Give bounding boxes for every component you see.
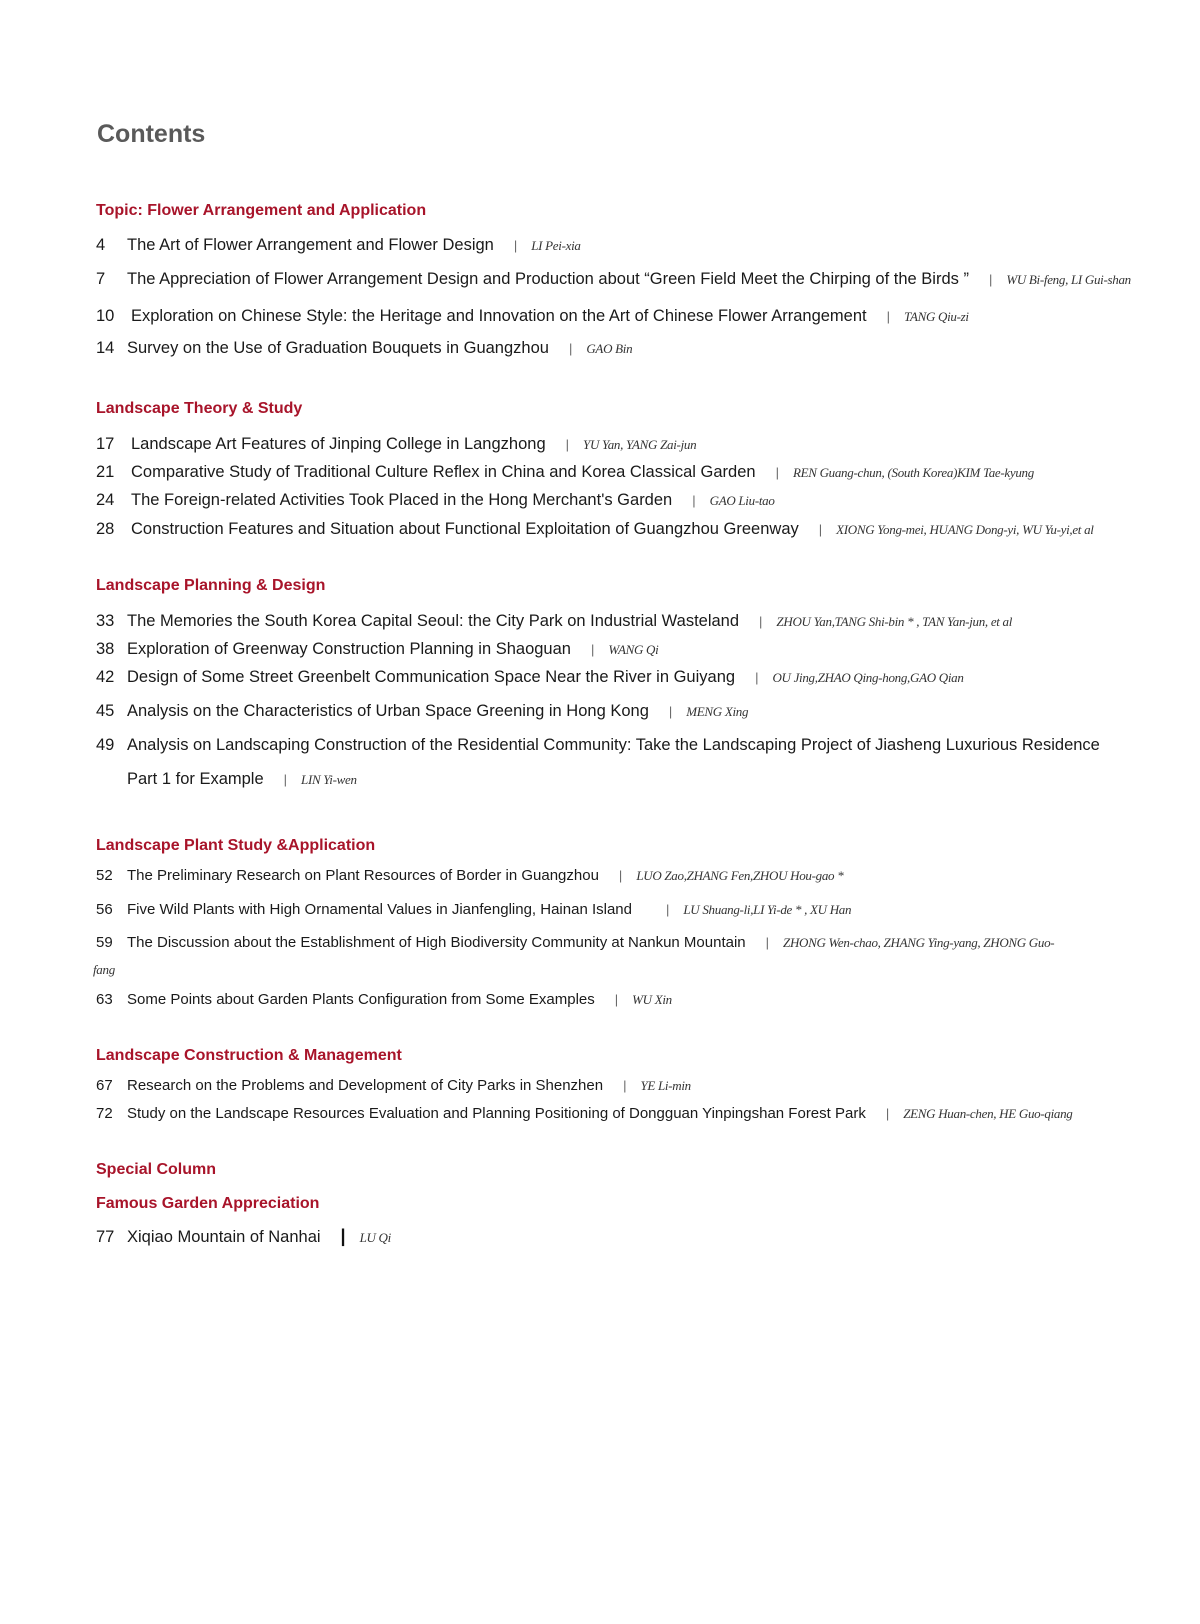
entry-page: 4 xyxy=(96,236,106,254)
entry-title: The Discussion about the Establishment of High Biodiversity Community at Nankun Mountain xyxy=(127,934,746,951)
entry-title: Five Wild Plants with High Ornamental Values in Jianfengling, Hainan Island xyxy=(127,901,632,918)
entry-title: The Art of Flower Arrangement and Flower Design xyxy=(127,236,494,254)
entry-page: 77 xyxy=(96,1228,115,1246)
entry-separator: | xyxy=(590,642,595,657)
entry-page: 42 xyxy=(96,668,115,686)
entry-separator: | xyxy=(886,309,890,324)
entry-title: The Memories the South Korea Capital Seoul: the City Park on Industrial Wasteland xyxy=(127,612,740,630)
entry-page: 21 xyxy=(96,463,115,481)
entry-authors: YU Yan, YANG Zai-jun xyxy=(583,437,697,452)
entry-authors: TANG Qiu-zi xyxy=(904,309,969,324)
entry-title-continued: Part 1 for Example xyxy=(127,770,264,788)
entry-page: 59 xyxy=(96,934,113,951)
entry-authors: OU Jing,ZHAO Qing-hong,GAO Qian xyxy=(772,670,964,685)
entry-page: 67 xyxy=(96,1077,113,1094)
entry-page: 56 xyxy=(96,901,113,918)
toc-entry[interactable] xyxy=(96,519,1094,540)
entry-authors-continued: fang xyxy=(93,962,115,977)
toc-entry[interactable] xyxy=(96,900,851,920)
toc-entry[interactable] xyxy=(96,735,1100,755)
entry-separator: | xyxy=(755,670,759,685)
entry-title: Research on the Problems and Development of City Parks in Shenzhen xyxy=(127,1077,604,1094)
toc-entry[interactable] xyxy=(96,434,696,455)
entry-title: The Appreciation of Flower Arrangement Design and Production about “Green Field Meet the Chirping of the Birds ” xyxy=(127,270,969,288)
entry-title: Xiqiao Mountain of Nanhai xyxy=(127,1228,321,1246)
toc-entry[interactable] xyxy=(96,933,1054,953)
entry-title: Some Points about Garden Plants Configuration from Some Examples xyxy=(127,991,595,1008)
entry-authors: WU Xin xyxy=(632,992,672,1007)
entry-separator: | xyxy=(618,868,623,883)
entry-page: 33 xyxy=(96,612,115,630)
entry-title: Analysis on the Characteristics of Urban Space Greening in Hong Kong xyxy=(127,702,649,720)
toc-entry[interactable] xyxy=(96,1226,391,1248)
entry-authors: LUO Zao,ZHANG Fen,ZHOU Hou-gao * xyxy=(636,868,844,883)
entry-authors: XIONG Yong-mei, HUANG Dong-yi, WU Yu-yi,et al xyxy=(836,522,1094,537)
entry-separator: | xyxy=(340,1226,346,1246)
entry-separator: | xyxy=(668,704,673,719)
toc-entry[interactable] xyxy=(96,306,969,327)
page-title: Contents xyxy=(97,120,206,148)
toc-entry[interactable] xyxy=(96,1104,1072,1124)
entry-page: 38 xyxy=(96,640,115,658)
entry-page: 45 xyxy=(96,702,115,720)
toc-entry-continuation[interactable] xyxy=(127,769,357,790)
toc-entry[interactable] xyxy=(96,490,775,511)
toc-entry[interactable] xyxy=(96,269,1131,290)
entry-authors: GAO Liu-tao xyxy=(709,493,775,508)
entry-page: 72 xyxy=(96,1105,113,1122)
section-heading: Landscape Theory & Study xyxy=(96,400,303,417)
entry-authors: MENG Xing xyxy=(686,704,749,719)
entry-page: 28 xyxy=(96,520,115,538)
entry-page: 17 xyxy=(96,435,115,453)
entry-title: Analysis on Landscaping Construction of the Residential Community: Take the Landscaping Project of Jiasheng Luxurious Residence xyxy=(127,736,1100,754)
entry-authors: LI Pei-xia xyxy=(531,238,581,253)
entry-title: The Preliminary Research on Plant Resources of Border in Guangzhou xyxy=(127,867,599,884)
toc-entry[interactable] xyxy=(96,1076,691,1096)
entry-title: Exploration on Chinese Style: the Heritage and Innovation on the Art of Chinese Flower Arrangement xyxy=(131,307,867,325)
toc-entry[interactable] xyxy=(96,667,964,688)
entry-separator: | xyxy=(692,493,696,508)
toc-entry[interactable] xyxy=(96,701,748,722)
entry-authors: GAO Bin xyxy=(586,341,633,356)
entry-authors: WU Bi-feng, LI Gui-shan xyxy=(1006,272,1131,287)
entry-authors: LU Qi xyxy=(359,1230,391,1245)
entry-separator: | xyxy=(759,614,763,629)
toc-entry[interactable] xyxy=(96,866,843,886)
entry-title: Comparative Study of Traditional Culture Reflex in China and Korea Classical Garden xyxy=(131,463,756,481)
entry-title: Landscape Art Features of Jinping College in Langzhong xyxy=(131,435,546,453)
entry-title: Study on the Landscape Resources Evaluation and Planning Positioning of Dongguan Yinpingshan Forest Park xyxy=(127,1105,866,1122)
entry-authors: WANG Qi xyxy=(608,642,659,657)
entry-authors: ZHOU Yan,TANG Shi-bin * , TAN Yan-jun, et al xyxy=(776,614,1013,629)
entry-separator: | xyxy=(565,437,570,452)
entry-page: 63 xyxy=(96,991,113,1008)
entry-separator: | xyxy=(283,772,288,787)
entry-title: Exploration of Greenway Construction Planning in Shaoguan xyxy=(127,640,571,658)
entry-separator: | xyxy=(775,465,779,480)
entry-authors: ZENG Huan-chen, HE Guo-qiang xyxy=(903,1106,1073,1121)
section-heading: Landscape Planning & Design xyxy=(96,577,326,594)
section-heading: Famous Garden Appreciation xyxy=(96,1195,320,1212)
entry-authors: LIN Yi-wen xyxy=(301,772,357,787)
section-heading: Topic: Flower Arrangement and Application xyxy=(96,202,427,219)
entry-authors: REN Guang-chun, (South Korea)KIM Tae-kyung xyxy=(792,465,1034,480)
entry-authors: YE Li-min xyxy=(640,1078,691,1093)
entry-separator: | xyxy=(614,992,619,1007)
entry-authors: LU Shuang-li,LI Yi-de * , XU Han xyxy=(683,902,852,917)
entry-title: The Foreign-related Activities Took Placed in the Hong Merchant's Garden xyxy=(131,491,673,509)
entry-separator: | xyxy=(568,341,573,356)
entry-page: 49 xyxy=(96,736,115,754)
toc-entry[interactable] xyxy=(96,611,1012,632)
toc-entry[interactable] xyxy=(96,462,1034,483)
toc-entry[interactable] xyxy=(96,235,581,256)
section-heading: Landscape Construction & Management xyxy=(96,1047,402,1064)
entry-title: Construction Features and Situation about Functional Exploitation of Guangzhou Greenway xyxy=(131,520,799,538)
entry-title: Design of Some Street Greenbelt Communication Space Near the River in Guiyang xyxy=(127,668,736,686)
entry-page: 7 xyxy=(96,270,106,288)
entry-separator: | xyxy=(988,272,993,287)
toc-entry[interactable] xyxy=(96,338,632,359)
entry-separator: | xyxy=(623,1078,627,1093)
entry-page: 14 xyxy=(96,339,115,357)
entry-separator: | xyxy=(885,1106,890,1121)
entry-title: Survey on the Use of Graduation Bouquets in Guangzhou xyxy=(127,339,549,357)
entry-page: 10 xyxy=(96,307,115,325)
entry-separator: | xyxy=(765,935,770,950)
entry-authors: ZHONG Wen-chao, ZHANG Ying-yang, ZHONG Guo- xyxy=(783,935,1055,950)
entry-separator: | xyxy=(513,238,518,253)
toc-entry[interactable] xyxy=(96,639,658,660)
section-heading: Landscape Plant Study &Application xyxy=(96,837,376,854)
toc-entry[interactable] xyxy=(96,990,672,1010)
entry-separator: | xyxy=(665,902,670,917)
entry-separator: | xyxy=(818,522,823,537)
entry-page: 24 xyxy=(96,491,115,509)
section-heading: Special Column xyxy=(96,1161,217,1178)
entry-page: 52 xyxy=(96,867,113,884)
